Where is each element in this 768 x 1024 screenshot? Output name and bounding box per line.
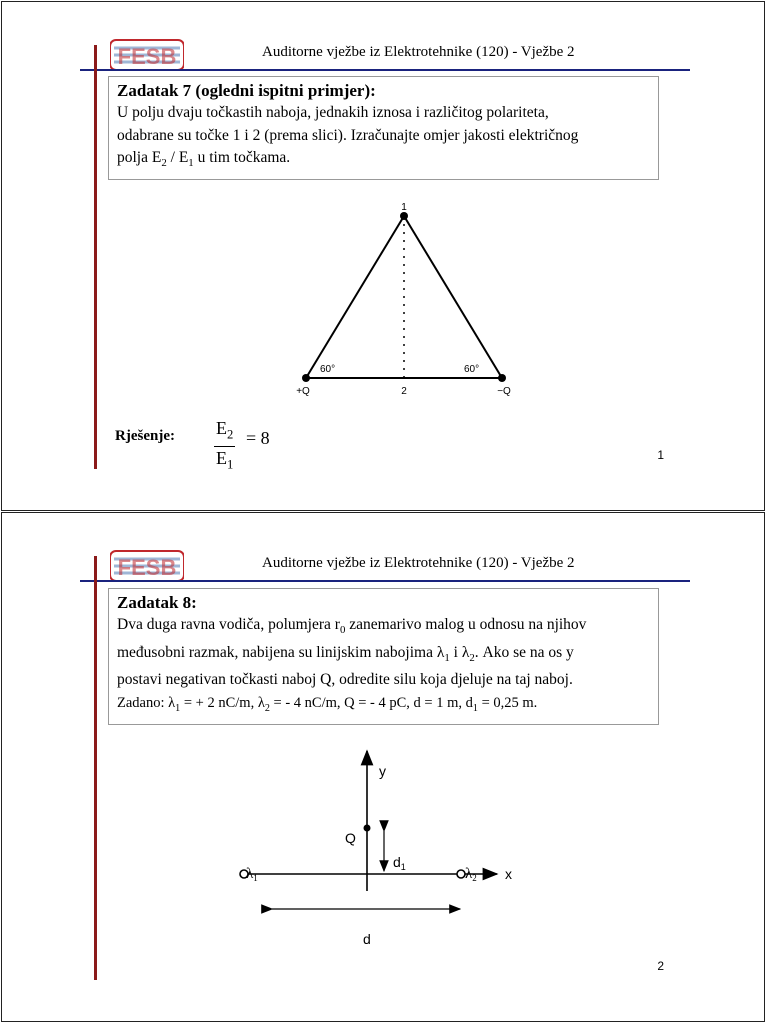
slide-1: [1, 1, 765, 511]
slide-header: Auditorne vježbe iz Elektrotehnike (120) - Vježbe 2: [262, 44, 575, 60]
side-rule: [94, 556, 97, 980]
task-text-line: Dva duga ravna vodiča, polumjera $r_0$ zanemarivo malog u odnosu na njihov: [117, 616, 587, 637]
label-q: Q: [345, 830, 356, 846]
fesb-logo: [110, 549, 184, 583]
label-x: x: [505, 866, 512, 882]
fesb-logo: [110, 38, 184, 72]
formula-result: = 8: [246, 428, 270, 448]
task-text-line: postavi negativan točkasti naboj Q, odredite silu koja djeluje na taj naboj.: [117, 671, 573, 689]
solution-label: Rješenje:: [115, 428, 175, 444]
label-point-1: 1: [401, 202, 407, 213]
page-number: 2: [657, 959, 664, 973]
charge-minus: [498, 374, 506, 382]
task-text-line: polja $E_2 / E_1$ u tim točkama.: [117, 149, 291, 170]
task-text-line: U polju dvaju točkastih naboja, jednakih iznosa i različitog polariteta,: [117, 104, 549, 121]
label-y: y: [379, 763, 386, 779]
triangle-figure: [294, 200, 514, 400]
point-1: [400, 212, 408, 220]
label-minus-q: −Q: [497, 386, 511, 397]
label-plus-q: +Q: [296, 386, 310, 397]
label-lambda-1: $\lambda_1$: [246, 866, 258, 883]
task-text-line: odabrane su točke 1 i 2 (prema slici). Izračunajte omjer jakosti električnog: [117, 126, 579, 144]
point-q: [364, 825, 371, 832]
page-number: 1: [657, 448, 664, 462]
formula-fraction: $\frac{E_2}{E_1}$: [216, 418, 234, 472]
label-d: d: [363, 931, 371, 947]
slide-header: Auditorne vježbe iz Elektrotehnike (120) - Vježbe 2: [262, 555, 575, 571]
angle-left: 60°: [320, 364, 336, 375]
label-lambda-2: $\lambda_2$: [465, 866, 477, 883]
svg-text:FESB: FESB: [117, 555, 177, 580]
task-text-line: međusobni razmak, nabijena su linijskim nabojima $\lambda_1$ i $\lambda_2$. Ako se na os y: [117, 643, 574, 664]
label-point-2: 2: [401, 386, 407, 397]
task-title: Zadatak 8:: [117, 593, 197, 612]
svg-text:FESB: FESB: [117, 44, 177, 69]
side-rule: [94, 45, 97, 469]
conductor-2: [457, 870, 465, 878]
conductors-figure: [232, 739, 532, 949]
task-given-line: Zadano: $\lambda_1$ = + 2 nC/m, $\lambda_2$ = - 4 nC/m, Q = - 4 pC, d = 1 m, $d_1 = 0,25$ m.: [117, 694, 538, 714]
task-box: [108, 76, 659, 180]
label-d1: $d_1$: [393, 854, 406, 872]
angle-right: 60°: [464, 364, 480, 375]
header-rule: [80, 580, 690, 582]
header-rule: [80, 69, 690, 71]
charge-plus: [302, 374, 310, 382]
task-title: Zadatak 7 (ogledni ispitni primjer):: [117, 81, 376, 100]
slide-2: [1, 512, 765, 1022]
task-box: [108, 588, 659, 725]
